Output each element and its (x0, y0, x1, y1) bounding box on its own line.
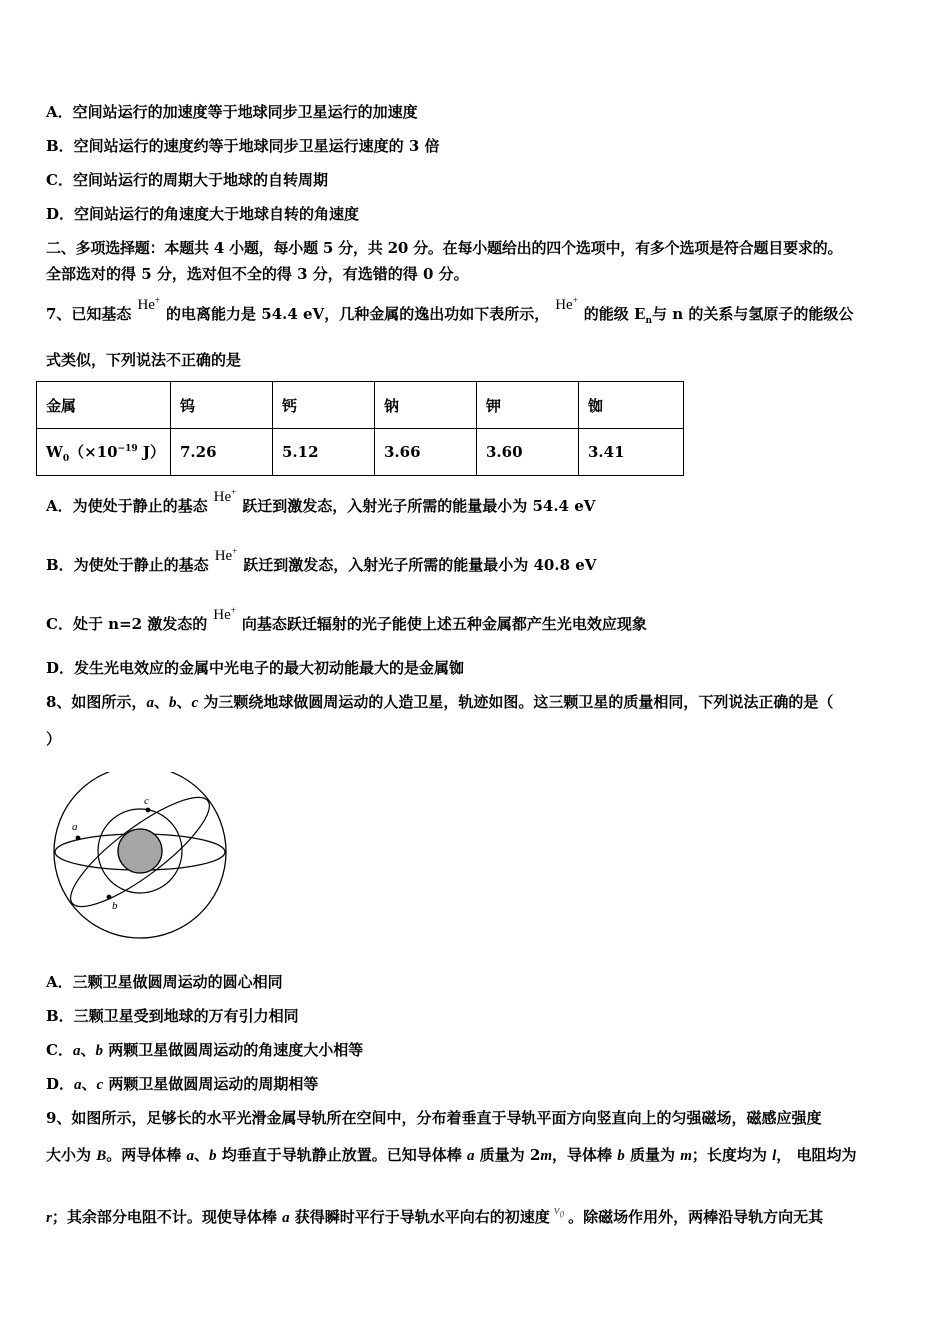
table-cell: 3.41 (579, 429, 684, 476)
q8-option-c: C．a、b 两颗卫星做圆周运动的角速度大小相等 (46, 1041, 364, 1059)
satellite-orbit-diagram (50, 772, 235, 942)
table-header-row (37, 382, 684, 429)
table-cell: 3.66 (375, 429, 477, 476)
q8-stem-line2: ） (46, 730, 62, 748)
satellite-c (146, 808, 151, 813)
table-cell: 钙 (273, 382, 375, 429)
work-function-table (36, 381, 684, 476)
label-c: c (144, 795, 149, 807)
q7-option-a: A．为使处于静止的基态 He+跃迁到激发态，入射光子所需的能量最小为 54.4 eV (46, 487, 596, 515)
table-cell: 7.26 (171, 429, 273, 476)
q7-stem: 7、已知基态 He+的电离能力是 54.4 eV，几种金属的逸出功如下表所示， He+的能级 $E_n$与 n 的关系与氢原子的能级公 (46, 295, 854, 326)
table-cell: 钠 (375, 382, 477, 429)
q6-option-d: D．空间站运行的角速度大于地球自转的角速度 (46, 205, 360, 223)
he-ion: He+ (213, 605, 236, 623)
table-cell: 钾 (477, 382, 579, 429)
section2-line1: 二、多项选择题：本题共 4 小题，每小题 5 分，共 20 分。在每小题给出的四个选项中，有多个选项是符合题目要求的。 (46, 239, 843, 257)
q6-option-c: C．空间站运行的周期大于地球的自转周期 (46, 171, 328, 189)
satellite-b (107, 895, 112, 900)
q9-line2: 大小为 B。两导体棒 a、b 均垂直于导轨静止放置。已知导体棒 a 质量为 2m，导体棒 b 质量为 m；长度均为 l， 电阻均为 (46, 1146, 857, 1164)
q8-stem: 8、如图所示，a、b、c 为三颗绕地球做圆周运动的人造卫星，轨迹如图。这三颗卫星的质量相同，下列说法正确的是（ (46, 693, 834, 711)
q7-option-c: C．处于 n=2 激发态的 He+向基态跃迁辐射的光子能使上述五种金属都产生光电效应现象 (46, 605, 647, 633)
q7-option-d: D．发生光电效应的金属中光电子的最大初动能最大的是金属铷 (46, 659, 465, 677)
section2-line2: 全部选对的得 5 分，选对但不全的得 3 分，有选错的得 0 分。 (46, 265, 469, 283)
label-a: a (72, 821, 78, 833)
table-cell: 3.60 (477, 429, 579, 476)
table-row-label: $W_0(\times 10^{-19}$ J） (37, 429, 171, 476)
table-cell: 钨 (171, 382, 273, 429)
q7-stem-line2: 式类似，下列说法不正确的是 (46, 351, 242, 369)
he-ion: He+ (137, 295, 161, 313)
q8-option-b: B．三颗卫星受到地球的万有引力相同 (46, 1007, 299, 1025)
earth (118, 829, 162, 873)
q6-option-b: B．空间站运行的速度约等于地球同步卫星运行速度的 3 倍 (46, 137, 440, 155)
q8-option-a: A．三颗卫星做圆周运动的圆心相同 (46, 973, 283, 991)
label-b: b (112, 900, 118, 912)
table-row (37, 429, 684, 476)
table-cell: 5.12 (273, 429, 375, 476)
initial-velocity-symbol: $v_0$ (553, 1202, 565, 1220)
q8-option-d: D．a、c 两颗卫星做圆周运动的周期相等 (46, 1075, 319, 1093)
he-ion: He+ (214, 546, 238, 564)
q7-option-b: B．为使处于静止的基态 He+跃迁到激发态，入射光子所需的能量最小为 40.8 eV (46, 546, 597, 574)
satellite-a (76, 836, 81, 841)
q9-line1: 9、如图所示，足够长的水平光滑金属导轨所在空间中，分布着垂直于导轨平面方向竖直向上的匀强磁场，磁感应强度 (46, 1109, 822, 1127)
q6-option-a: A．空间站运行的加速度等于地球同步卫星运行的加速度 (46, 103, 418, 121)
q9-line3: r；其余部分电阻不计。现使导体棒 a 获得瞬时平行于导轨水平向右的初速度 $v_0$ 。除磁场作用外，两棒沿导轨方向无其 (46, 1202, 824, 1226)
he-ion: He+ (213, 487, 237, 505)
table-cell: 金属 (37, 382, 171, 429)
he-ion: He+ (555, 295, 578, 313)
table-cell: 铷 (579, 382, 684, 429)
